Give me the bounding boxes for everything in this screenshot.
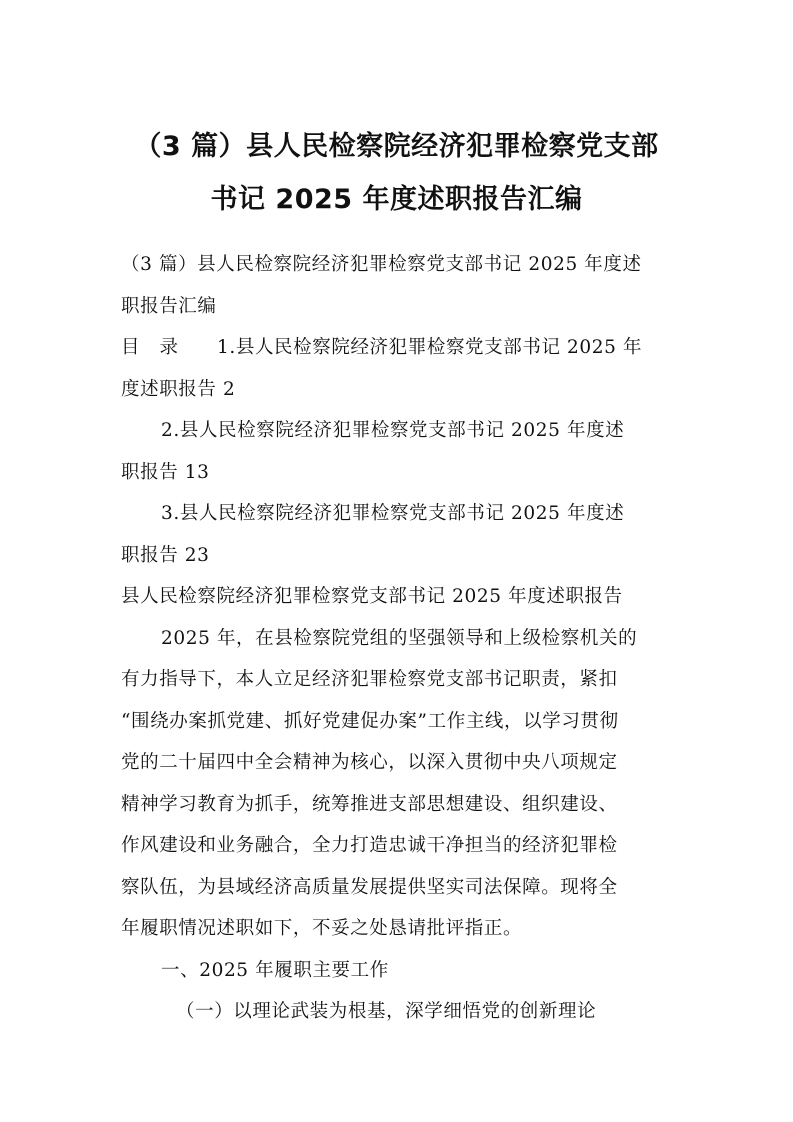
- intro-line-7: 察队伍，为县域经济高质量发展提供坚实司法保障。现将全: [121, 876, 618, 898]
- toc-item-2-line-1[interactable]: 2.县人民检察院经济犯罪检察党支部书记 2025 年度述: [161, 420, 625, 441]
- intro-line-4: 党的二十届四中全会精神为核心，以深入贯彻中央八项规定: [121, 752, 618, 773]
- toc-item-1-line-2[interactable]: 度述职报告 2: [121, 378, 236, 400]
- intro-line-3: “围绕办案抓党建、抓好党建促办案”工作主线，以学习贯彻: [121, 710, 619, 732]
- intro-line-8: 年履职情况述职如下，不妥之处恳请批评指正。: [121, 918, 523, 939]
- toc-label: [121, 327, 217, 369]
- document-body: [121, 244, 673, 1033]
- section-1-heading: 一、2025 年履职主要工作: [161, 959, 389, 981]
- intro-line-5: 精神学习教育为抓手，统筹推进支部思想建设、组织建设、: [121, 793, 618, 815]
- intro-line-2: 有力指导下，本人立足经济犯罪检察党支部书记职责，紧扣: [121, 669, 618, 690]
- toc-label-mu: 目: [121, 337, 140, 358]
- report-heading: 县人民检察院经济犯罪检察党支部书记 2025 年度述职报告: [121, 586, 623, 607]
- subtitle-line-2: 职报告汇编: [121, 295, 217, 317]
- toc-item-1-line-1: [121, 327, 673, 369]
- subsection-1-heading: （一）以理论武装为根基，深学细悟党的创新理论: [176, 1001, 597, 1022]
- toc-item-1-text[interactable]: 1.县人民检察院经济犯罪检察党支部书记 2025 年: [217, 337, 643, 358]
- toc-item-3-line-2[interactable]: 职报告 23: [121, 544, 210, 566]
- document-title: [110, 120, 683, 226]
- toc-item-3-line-1[interactable]: 3.县人民检察院经济犯罪检察党支部书记 2025 年度述: [161, 503, 625, 524]
- toc-label-lu: 录: [159, 337, 179, 358]
- intro-line-1: 2025 年，在县检察院党组的坚强领导和上级检察机关的: [161, 627, 638, 649]
- title-line-2: 书记 2025 年度述职报告汇编: [210, 184, 583, 215]
- title-line-1: （3 篇）县人民检察院经济犯罪检察党支部: [134, 131, 659, 162]
- toc-item-2-line-2[interactable]: 职报告 13: [121, 461, 210, 483]
- intro-line-6: 作风建设和业务融合，全力打造忠诚干净担当的经济犯罪检: [121, 835, 618, 856]
- subtitle-line-1: （3 篇）县人民检察院经济犯罪检察党支部书记 2025 年度述: [121, 254, 642, 275]
